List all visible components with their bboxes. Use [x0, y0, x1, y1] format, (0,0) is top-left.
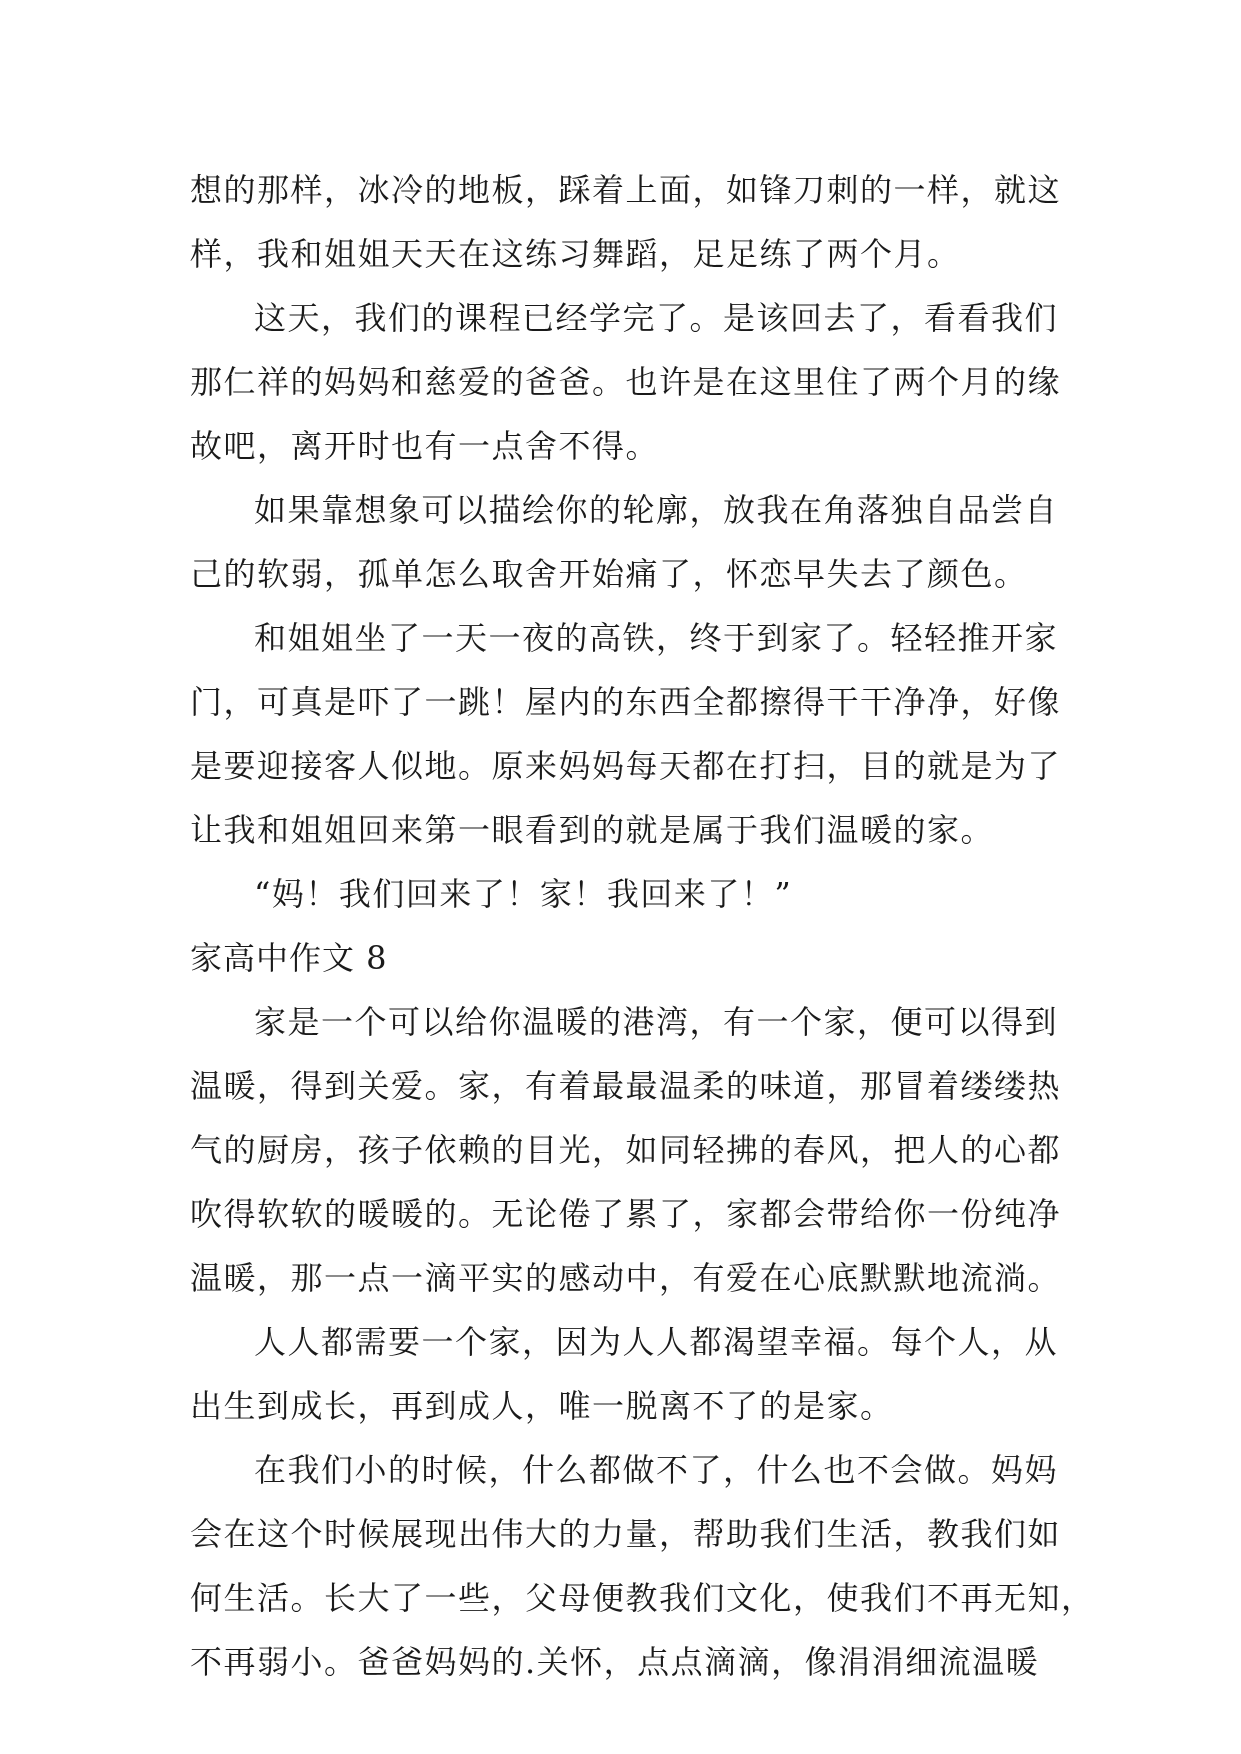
- section-heading: 家高中作文 8: [190, 939, 388, 977]
- text-line: 何生活。长大了一些，父母便教我们文化，使我们不再无知，: [190, 1579, 1095, 1617]
- paragraph-start: 这天，我们的课程已经学完了。是该回去了，看看我们: [254, 299, 1059, 337]
- text-line: 气的厨房，孩子依赖的目光，如同轻拂的春风，把人的心都: [190, 1131, 1062, 1169]
- paragraph-start: 和姐姐坐了一天一夜的高铁，终于到家了。轻轻推开家: [254, 619, 1059, 657]
- text-line: 想的那样，冰冷的地板，踩着上面，如锋刀刺的一样，就这: [190, 171, 1062, 209]
- text-line: 会在这个时候展现出伟大的力量，帮助我们生活，教我们如: [190, 1515, 1062, 1553]
- text-line: 不再弱小。爸爸妈妈的.关怀，点点滴滴，像涓涓细流温暖: [190, 1643, 1040, 1681]
- text-line: 出生到成长，再到成人，唯一脱离不了的是家。: [190, 1387, 894, 1425]
- text-line: 是要迎接客人似地。原来妈妈每天都在打扫，目的就是为了: [190, 747, 1062, 785]
- text-line: 吹得软软的暖暖的。无论倦了累了，家都会带给你一份纯净: [190, 1195, 1062, 1233]
- text-line: 己的软弱，孤单怎么取舍开始痛了，怀恋早失去了颜色。: [190, 555, 1028, 593]
- text-line: 温暖，那一点一滴平实的感动中，有爱在心底默默地流淌。: [190, 1259, 1062, 1297]
- text-line: 样，我和姐姐天天在这练习舞蹈，足足练了两个月。: [190, 235, 961, 273]
- paragraph-start: 人人都需要一个家，因为人人都渴望幸福。每个人，从: [254, 1323, 1059, 1361]
- text-line: 温暖，得到关爱。家，有着最最温柔的味道，那冒着缕缕热: [190, 1067, 1062, 1105]
- paragraph-start: 在我们小的时候，什么都做不了，什么也不会做。妈妈: [254, 1451, 1059, 1489]
- quote-line: “妈！我们回来了！家！我回来了！”: [254, 875, 793, 913]
- text-line: 门，可真是吓了一跳！屋内的东西全都擦得干干净净，好像: [190, 683, 1062, 721]
- paragraph-start: 家是一个可以给你温暖的港湾，有一个家，便可以得到: [254, 1003, 1059, 1041]
- text-line: 故吧，离开时也有一点舍不得。: [190, 427, 660, 465]
- paragraph-start: 如果靠想象可以描绘你的轮廓，放我在角落独自品尝自: [254, 491, 1059, 529]
- document-page: [190, 158, 1095, 1694]
- text-line: 让我和姐姐回来第一眼看到的就是属于我们温暖的家。: [190, 811, 995, 849]
- text-line: 那仁祥的妈妈和慈爱的爸爸。也许是在这里住了两个月的缘: [190, 363, 1062, 401]
